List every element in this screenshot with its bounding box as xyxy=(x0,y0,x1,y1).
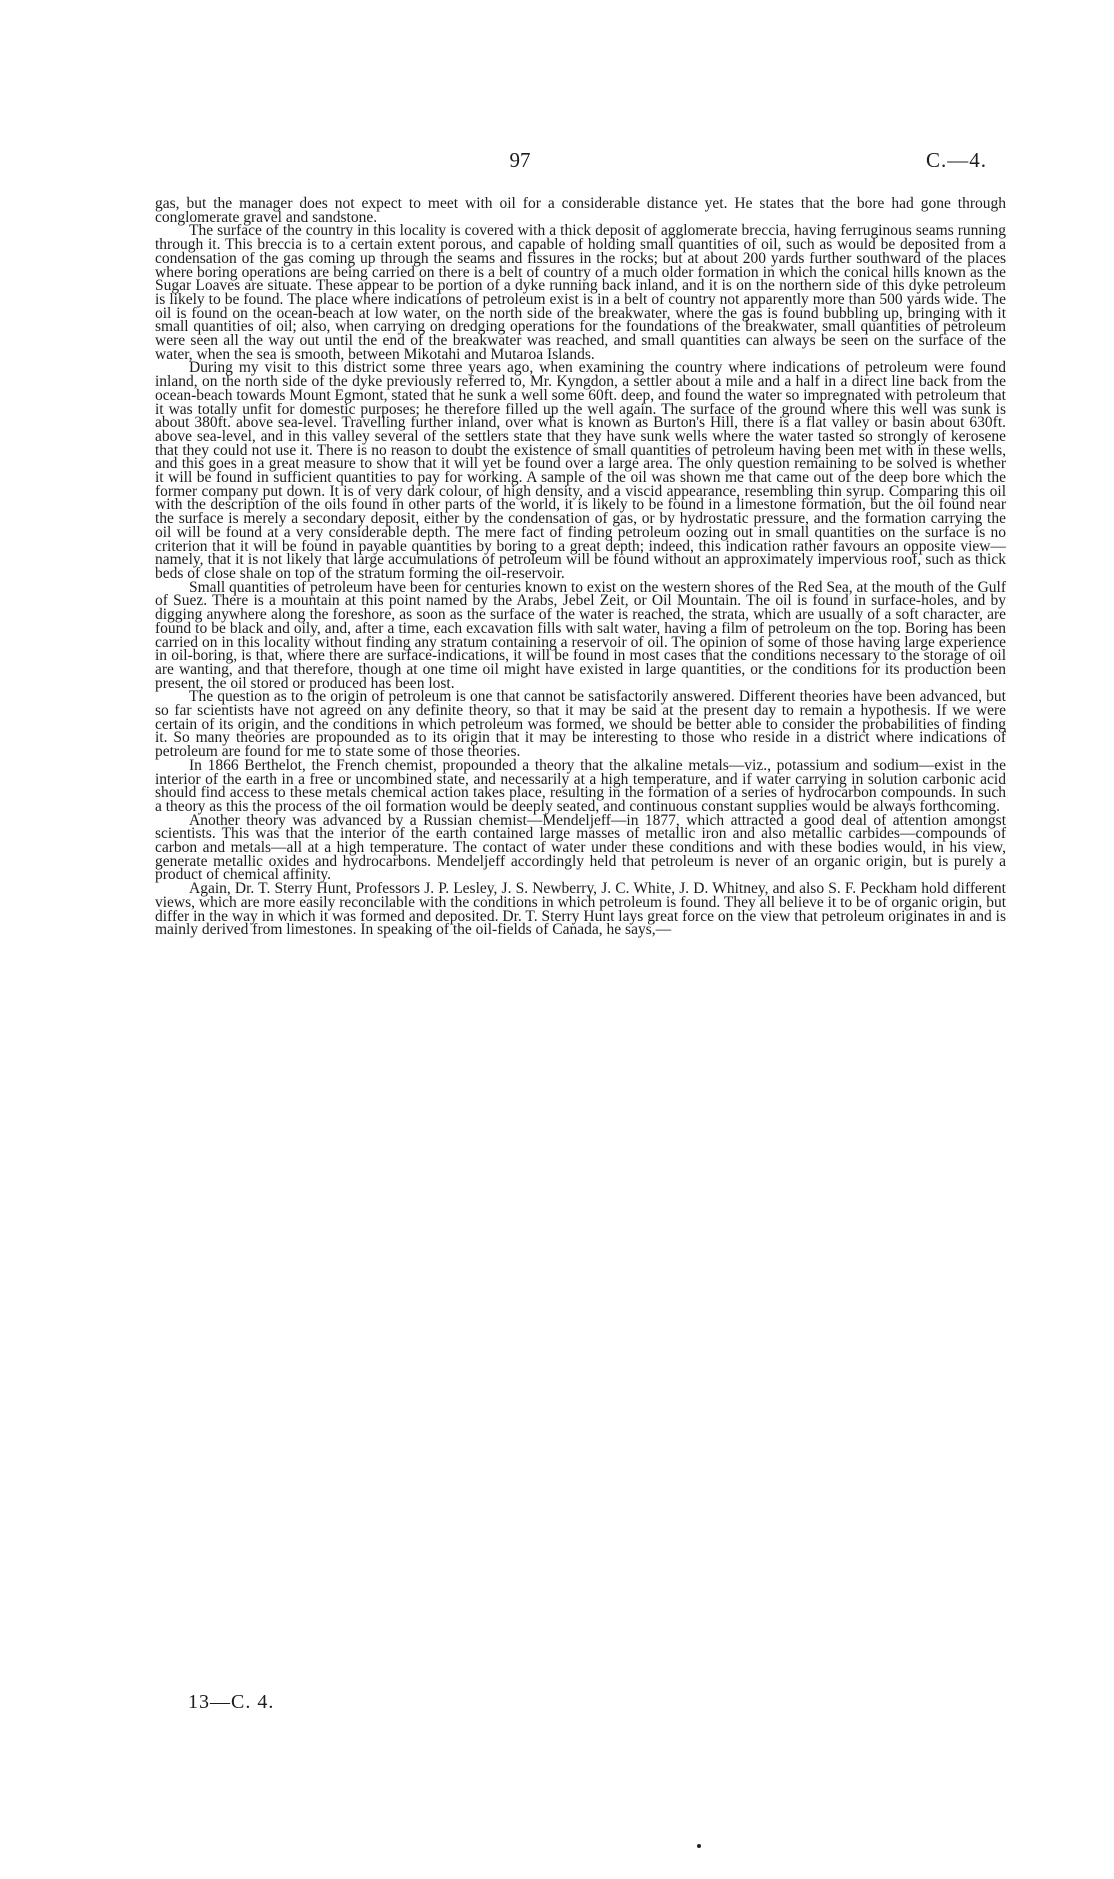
paragraph: Again, Dr. T. Sterry Hunt, Professors J. P. Lesley, J. S. Newberry, J. C. White, J. D. Whitney, and also S. F. Peckham hold different views, which are more easily reconcilable with the conditions in which petroleum is found. They all believe it to be of organic origin, but differ in the way in which it was formed and deposited. Dr. T. Sterry Hunt lays great force on the view that petroleum originates in and is mainly derived from limestones. In speaking of the oil-fields of Canada, he says,— xyxy=(155,880,1006,939)
paragraph: Another theory was advanced by a Russian chemist—Mendeljeff—in 1877, which attracted a good deal of attention amongst scientists. This was that the interior of the earth contained large masses of metallic iron and also metallic carbides—compounds of carbon and metals—all at a high temperature. The contact of water under these conditions and with these bodies would, in his view, generate metallic oxides and hydrocarbons. Mendeljeff accordingly held that petroleum is never of an organic origin, but is purely a product of chemical affinity. xyxy=(155,811,1006,884)
print-dot xyxy=(697,1844,701,1848)
body-text xyxy=(155,197,1006,937)
paragraph: Small quantities of petroleum have been for centuries known to exist on the western shores of the Red Sea, at the mouth of the Gulf of Suez. There is a mountain at this point named by the Arabs, Jebel Zeit, or Oil Mountain. The oil is found in surface-holes, and by digging anywhere along the foreshore, as soon as the surface of the water is reached, the strata, which are usually of a soft character, are found to be black and oily, and, after a time, each excavation fills with salt water, having a film of petroleum on the top. Boring has been carried on in this locality without finding any stratum containing a reservoir of oil. The opinion of some of those having large experience in oil-boring, is that, where there are surface-indications, it will be found in most cases that the conditions necessary to the storage of oil are wanting, and that therefore, though at one time oil might have existed in large quantities, or the conditions for its production been present, the oil stored or produced has been lost. xyxy=(155,578,1006,692)
paragraph: The surface of the country in this locality is covered with a thick deposit of agglomerate breccia, having ferruginous seams running through it. This breccia is to a certain extent porous, and capable of holding small quantities of oil, such as would be deposited from a condensation of the gas coming up through the seams and fissures in the rocks; but at about 200 yards further southward of the places where boring operations are being carried on there is a belt of country of a much older formation in which the conical hills known as the Sugar Loaves are situate. These appear to be portion of a dyke running back inland, and it is on the northern side of this dyke petroleum is likely to be found. The place where indications of petroleum exist is in a belt of country not apparently more than 500 yards wide. The oil is found on the ocean-beach at low water, on the north side of the breakwater, where the gas is found bubbling up, bringing with it small quantities of oil; also, when carrying on dredging operations for the foundations of the breakwater, small quantities of petroleum were seen all the way out until the end of the breakwater was reached, and small quantities can always be seen on the surface of the water, when the sea is smooth, between Mikotahi and Mutaroa Islands. xyxy=(155,222,1006,363)
page-number: 97 xyxy=(509,148,531,172)
signature-mark: 13—C. 4. xyxy=(188,1691,275,1713)
paragraph: The question as to the origin of petroleum is one that cannot be satisfactorily answered. Different theories have been advanced, but so far scientists have not agreed on any definite theory, so that it may be said at the present day to remain a hypothesis. If we were certain of its origin, and the conditions in which petroleum was formed, we should be better able to consider the probabilities of finding it. So many theories are propounded as to its origin that it may be interesting to those who reside in a district where indications of petroleum are found for me to state some of those theories. xyxy=(155,688,1006,761)
paragraph: During my visit to this district some three years ago, when examining the country where indications of petroleum were found inland, on the north side of the dyke previously referred to, Mr. Kyngdon, a settler about a mile and a half in a direct line back from the ocean-beach towards Mount Egmont, stated that he sunk a well some 60ft. deep, and found the water so impregnated with petroleum that it was totally unfit for domestic purposes; he therefore filled up the well again. The surface of the ground where this well was sunk is about 380ft. above sea-level. Travelling further inland, over what is known as Burton's Hill, there is a flat valley or basin about 630ft. above sea-level, and in this valley several of the settlers state that they have sunk wells where the water tasted so strongly of kerosene that they could not use it. There is no reason to doubt the existence of small quantities of petroleum having been met with in these wells, and this goes in a great measure to show that it will yet be found over a large area. The only question remaining to be solved is whether it will be found in sufficient quantities to pay for working. A sample of the oil was shown me that came out of the deep bore which the former company put down. It is of very dark colour, of high density, and a viscid appearance, resembling thin syrup. Comparing this oil with the description of the oils found in other parts of the world, it is likely to be found in a limestone formation, but the oil found near the surface is merely a secondary deposit, either by the condensation of gas, or by hydrostatic pressure, and the formation carrying the oil will be found at a very considerable depth. The mere fact of finding petroleum oozing out in small quantities on the surface is no criterion that it will be found in payable quantities by boring to a great depth; indeed, this indication rather favours an opposite view—namely, that it is not likely that large accumulations of petroleum will be found without an approximately impervious roof, such as thick beds of close shale on top of the stratum forming the oil-reservoir. xyxy=(155,359,1006,582)
paragraph: gas, but the manager does not expect to meet with oil for a considerable distance yet. He states that the bore had gone through conglomerate gravel and sandstone. xyxy=(155,195,1006,226)
document-reference: C.—4. xyxy=(926,148,988,172)
paragraph: In 1866 Berthelot, the French chemist, propounded a theory that the alkaline metals—viz., potassium and sodium—exist in the interior of the earth in a free or uncombined state, and necessarily at a high temperature, and if water carrying in solution carbonic acid should find access to these metals chemical action takes place, resulting in the formation of a series of hydrocarbon compounds. In such a theory as this the process of the oil formation would be deeply seated, and continuous constant supplies would be always forthcoming. xyxy=(155,756,1006,815)
